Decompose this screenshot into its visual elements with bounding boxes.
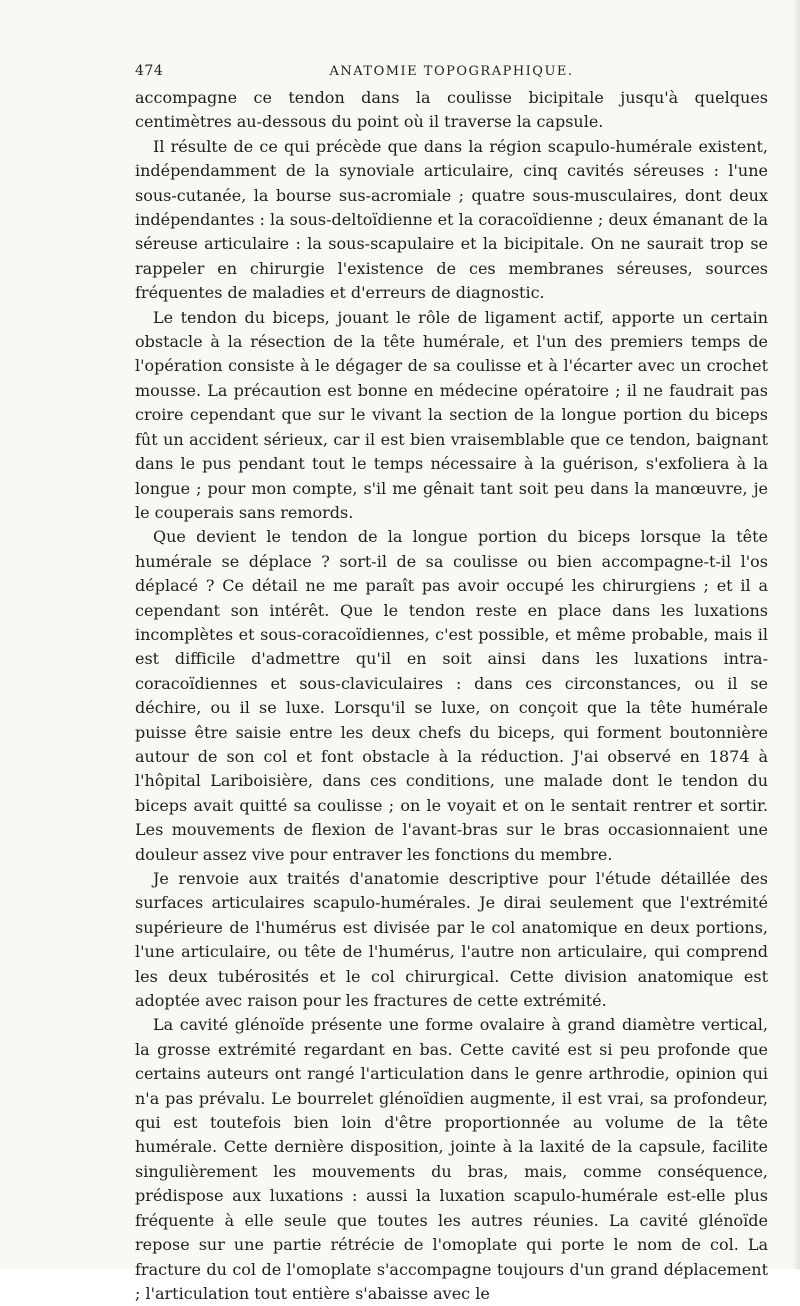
page-number: 474 — [135, 63, 164, 79]
body-text — [135, 86, 768, 1306]
paragraph: Il résulte de ce qui précède que dans la région scapulo-humérale existent, indépendamment de la synoviale articulaire, cinq cavités séreuses : l'une sous-cutanée, la bourse sus-acromiale ; quatre sous-musculaires, dont deux indépendantes : la sous-deltoïdienne et la coracoïdienne ; deux émanant de la séreuse articulaire : la sous-scapulaire et la bicipitale. On ne saurait trop se rappeler en chirurgie l'existence de ces membranes séreuses, sources fréquentes de maladies et d'erreurs de diagnostic. — [135, 136, 768, 303]
page-header — [135, 63, 768, 87]
page-edge-shadow — [793, 0, 800, 1269]
paragraph: accompagne ce tendon dans la coulisse bicipitale jusqu'à quelques centimètres au-dessous du point où il traverse la capsule. — [135, 88, 768, 132]
paragraph: Le tendon du biceps, jouant le rôle de ligament actif, apporte un certain obstacle à la résection de la tête humérale, et l'un des premiers temps de l'opération consiste à le dégager de sa coulisse et à l'écarter avec un crochet mousse. La précaution est bonne en médecine opératoire ; il ne faudrait pas croire cependant que sur le vivant la section de la longue portion du biceps fût un accident sérieux, car il est bien vraisemblable que ce tendon, baignant dans le pus pendant tout le temps nécessaire à la guérison, s'exfoliera à la longue ; pour mon compte, s'il me gênait tant soit peu dans la manœuvre, je le couperais sans remords. — [135, 307, 768, 522]
running-title: ANATOMIE TOPOGRAPHIQUE. — [329, 64, 574, 79]
paragraph: Que devient le tendon de la longue portion du biceps lorsque la tête humérale se déplace ? sort-il de sa coulisse ou bien accompagne-t-il l'os déplacé ? Ce détail ne me paraît pas avoir occupé les chirurgiens ; et il a cependant son intérêt. Que le tendon reste en place dans les luxations incomplètes et sous-coracoïdiennes, c'est possible, et même probable, mais il est difficile d'admettre qu'il en soit ainsi dans les luxations intra-coracoïdiennes et sous-claviculaires : dans ces circonstances, ou il se déchire, ou il se luxe. Lorsqu'il se luxe, on conçoit que la tête humérale puisse être saisie entre les deux chefs du biceps, qui forment boutonnière autour de son col et font obstacle à la réduction. J'ai observé en 1874 à l'hôpital Lariboisière, dans ces conditions, une malade dont le tendon du biceps avait quitté sa coulisse ; on le voyait et on le sentait rentrer et sortir. Les mouvements de flexion de l'avant-bras sur le bras occasionnaient une douleur assez vive pour entraver les fonctions du membre. — [135, 527, 768, 864]
paragraph: La cavité glénoïde présente une forme ovalaire à grand diamètre vertical, la grosse extrémité regardant en bas. Cette cavité est si peu profonde que certains auteurs ont rangé l'articulation dans le genre arthrodie, opinion qui n'a pas prévalu. Le bourrelet glénoïdien augmente, il est vrai, sa profondeur, qui est toutefois bien loin d'être proportionnée au volume de la tête humérale. Cette dernière disposition, jointe à la laxité de la capsule, facilite singulièrement les mouvements du bras, mais, comme conséquence, prédispose aux luxations : aussi la luxation scapulo-humérale est-elle plus fréquente à elle seule que toutes les autres réunies. La cavité glénoïde repose sur une partie rétrécie de l'omoplate qui porte le nom de col. La fracture du col de l'omoplate s'accompagne toujours d'un grand déplacement ; l'articulation tout entière s'abaisse avec le — [135, 1015, 768, 1303]
paragraph: Je renvoie aux traités d'anatomie descriptive pour l'étude détaillée des surfaces articulaires scapulo-humérales. Je dirai seulement que l'extrémité supérieure de l'humérus est divisée par le col anatomique en deux portions, l'une articulaire, ou tête de l'humérus, l'autre non articulaire, qui comprend les deux tubérosités et le col chirurgical. Cette division anatomique est adoptée avec raison pour les fractures de cette extrémité. — [135, 869, 768, 1011]
